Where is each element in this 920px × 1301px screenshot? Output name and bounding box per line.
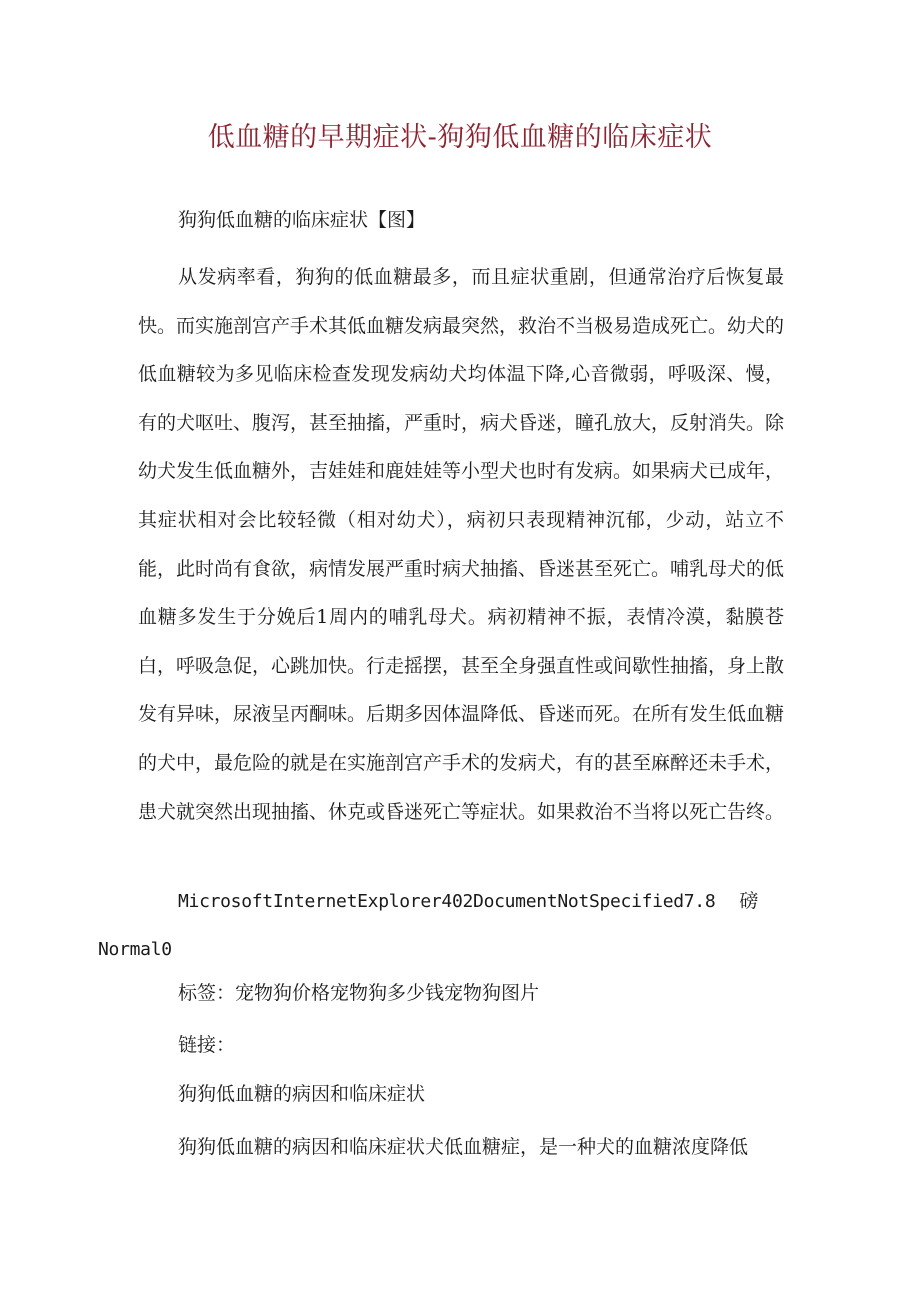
meta-tail: 磅 <box>739 890 759 912</box>
meta-text-block <box>98 877 784 974</box>
document-title: 低血糖的早期症状-狗狗低血糖的临床症状 <box>207 122 713 153</box>
meta-text: MicrosoftInternetExplorer402DocumentNotSpecified7.8 <box>178 891 716 912</box>
meta-text-line2: Normal0 <box>98 939 172 960</box>
tags-line: 标签：宠物狗价格宠物狗多少钱宠物狗图片 <box>178 982 540 1004</box>
link-line: 链接： <box>178 1034 236 1056</box>
section-subheading-2: 狗狗低血糖的病因和临床症状 <box>178 1083 426 1105</box>
last-paragraph: 狗狗低血糖的病因和临床症状犬低血糖症，是一种犬的血糖浓度降低 <box>178 1136 749 1158</box>
section-subheading: 狗狗低血糖的临床症状【图】 <box>178 209 426 231</box>
main-paragraph: 从发病率看，狗狗的低血糖最多，而且症状重剧，但通常治疗后恢复最快。而实施剖宫产手术其低血糖发病最突然，救治不当极易造成死亡。幼犬的低血糖较为多见临床检查发现发病幼犬均体温下降,心音微弱，呼吸深、慢，有的犬呕吐、腹泻，甚至抽搐，严重时，病犬昏迷，瞳孔放大，反射消失。除幼犬发生低血糖外，吉娃娃和鹿娃娃等小型犬也时有发病。如果病犬已成年，其症状相对会比较轻微（相对幼犬），病初只表现精神沉郁，少动，站立不能，此时尚有食欲，病情发展严重时病犬抽搐、昏迷甚至死亡。哺乳母犬的低血糖多发生于分娩后1周内的哺乳母犬。病初精神不振，表情冷漠，黏膜苍白，呼吸急促，心跳加快。行走摇摆，甚至全身强直性或间歇性抽搐，身上散发有异味，尿液呈丙酮味。后期多因体温降低、昏迷而死。在所有发生低血糖的犬中，最危险的就是在实施剖宫产手术的发病犬，有的甚至麻醉还未手术，患犬就突然出现抽搐、休克或昏迷死亡等症状。如果救治不当将以死亡告终。 <box>138 266 785 823</box>
